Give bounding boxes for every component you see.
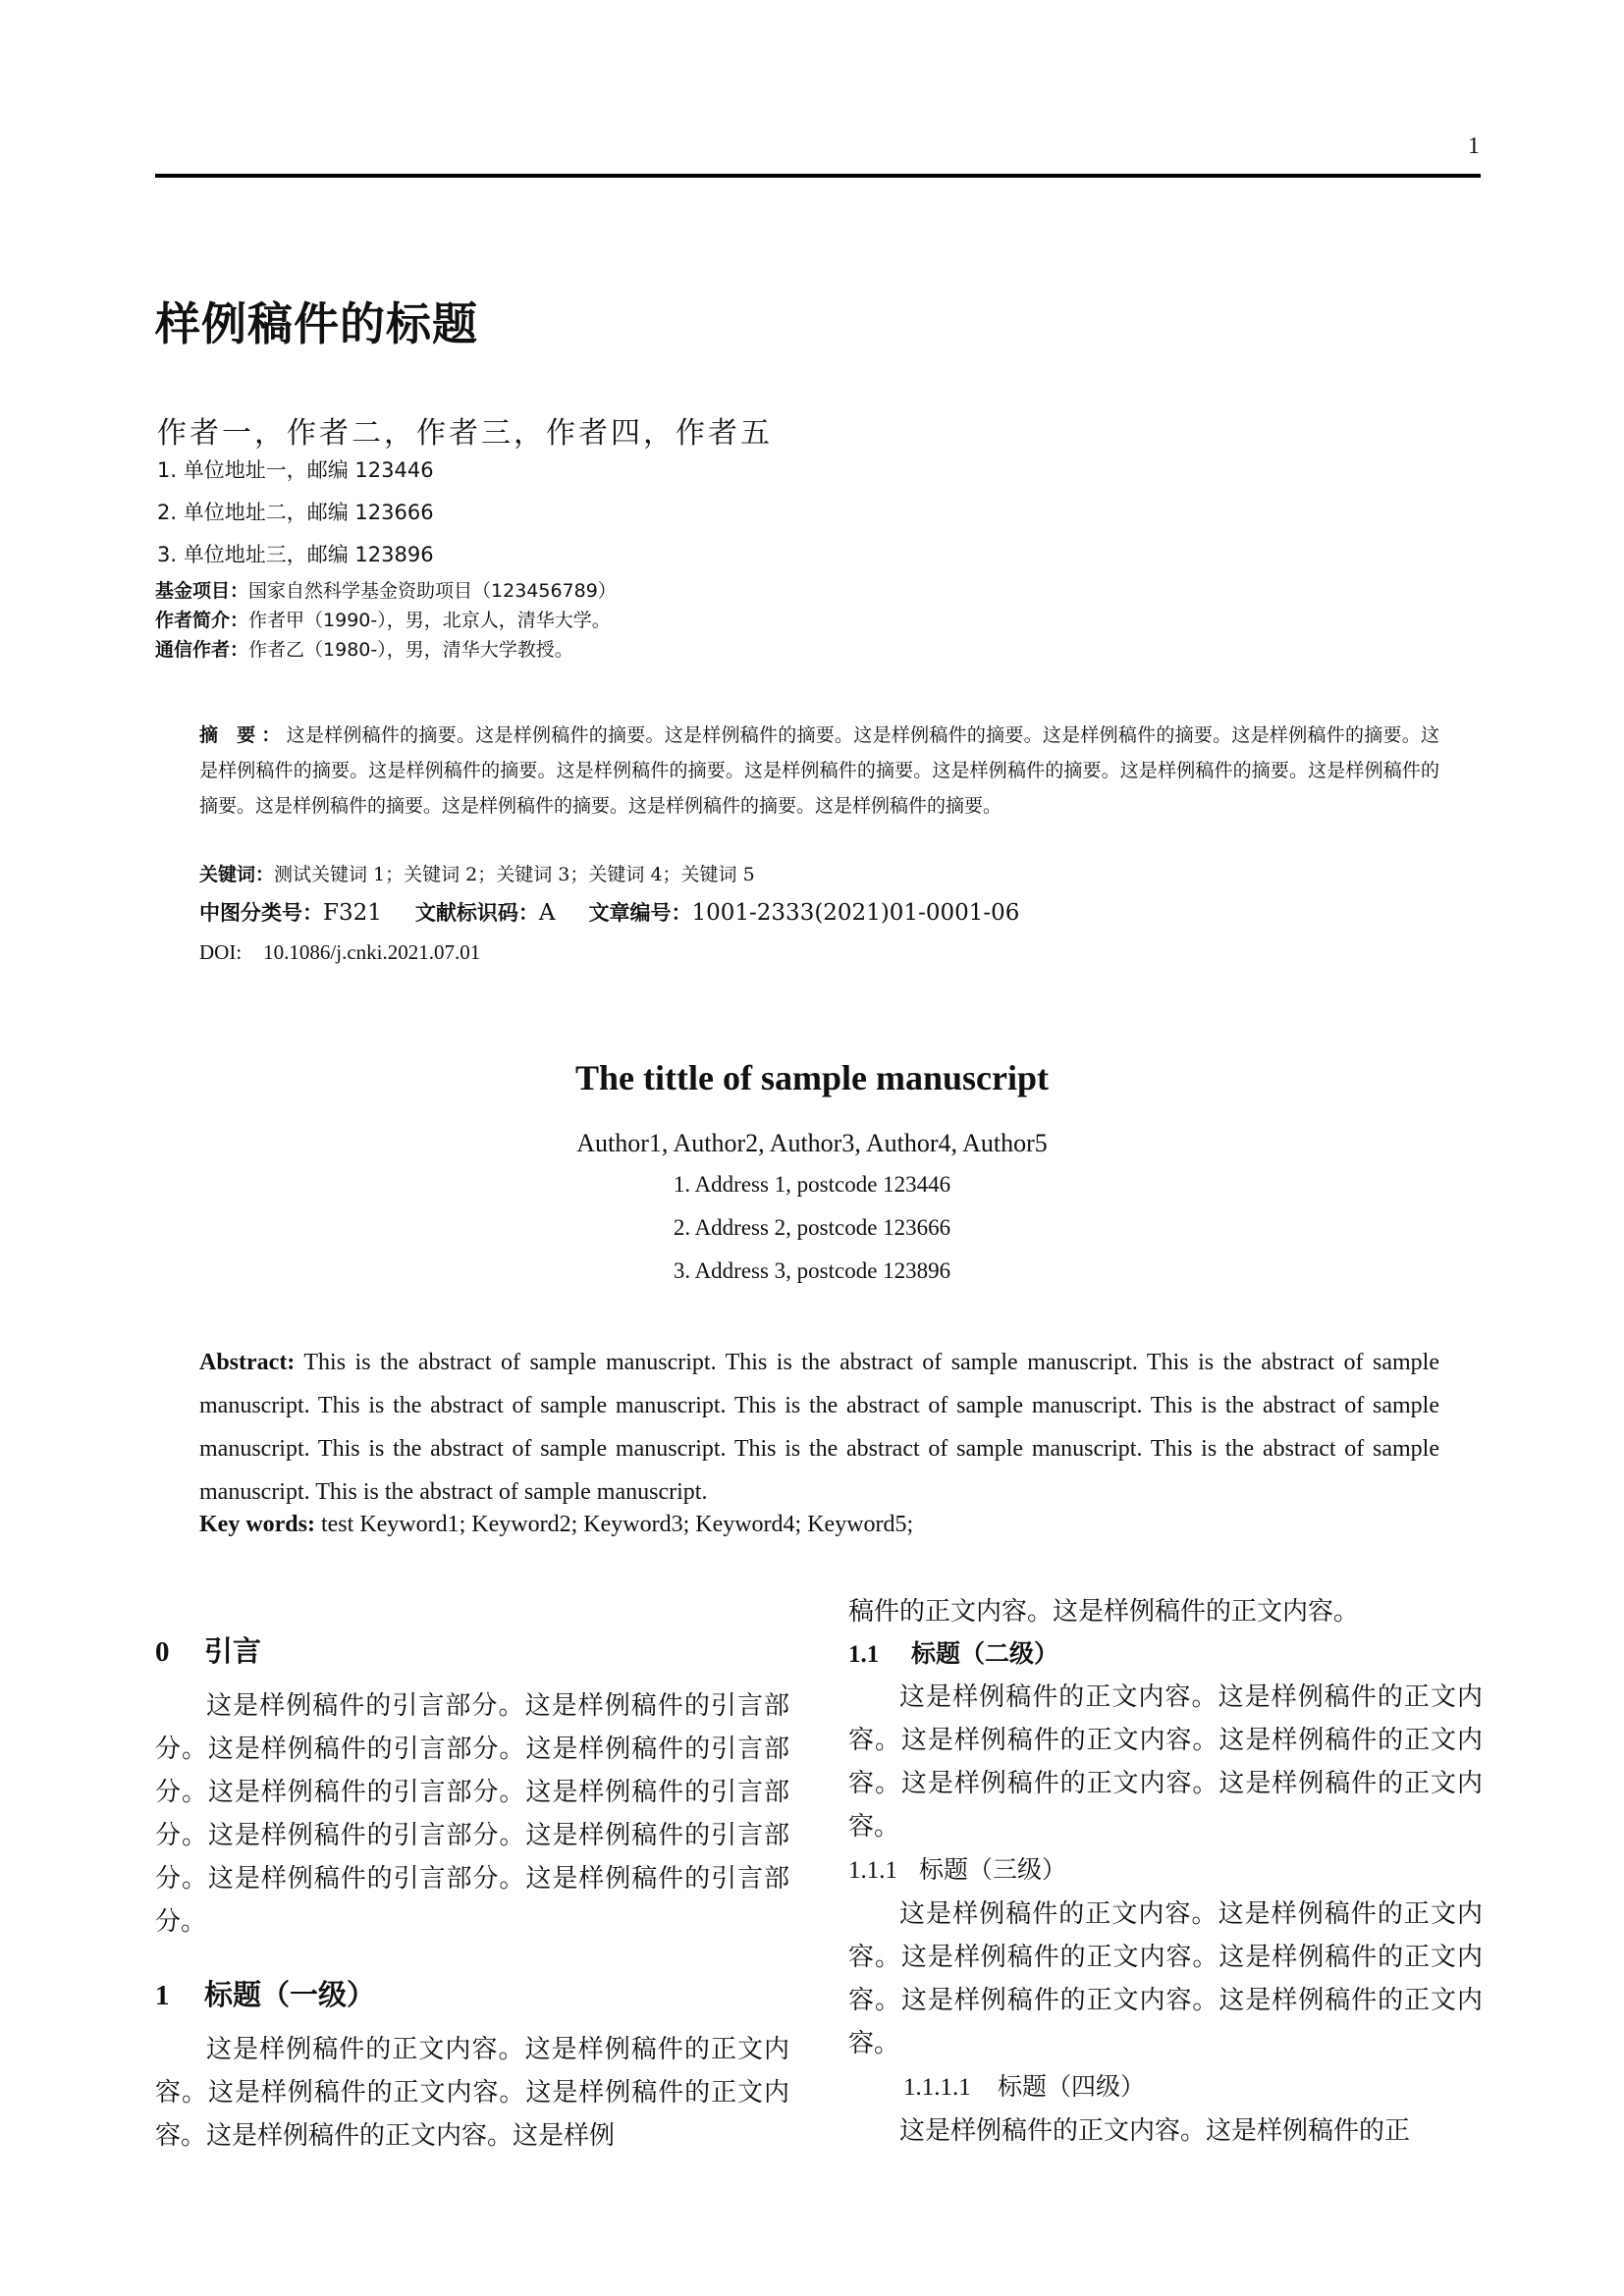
en-abstract-label: Abstract: [199, 1350, 296, 1375]
corr-line [155, 638, 617, 667]
section-1-1-1-paragraph: 这是样例稿件的正文内容。这是样例稿件的正文内容。这是样例稿件的正文内容。这是样例稿件的正文内容。这是样例稿件的正文内容。这是样例稿件的正文内容。 [848, 1899, 1483, 2058]
section-number-1-1: 1.1 [848, 1641, 880, 1668]
section-heading-0 [155, 1614, 789, 1684]
section-number-1-1-1-1: 1.1.1.1 [903, 2074, 971, 2101]
clc-label: 中图分类号： [199, 901, 323, 925]
doi-value: 10.1086/j.cnki.2021.07.01 [263, 940, 481, 964]
section-title-1-1: 标题（二级） [911, 1639, 1059, 1668]
cn-abstract-text: 这是样例稿件的摘要。这是样例稿件的摘要。这是样例稿件的摘要。这是样例稿件的摘要。这是样例稿件的摘要。这是样例稿件的摘要。这是样例稿件的摘要。这是样例稿件的摘要。这是样例稿件的摘要。这是样例稿件的摘要。这是样例稿件的摘要。这是样例稿件的摘要。这是样例稿件的摘要。这是样例稿件的摘要。这是样例稿件的摘要。这是样例稿件的摘要。这是样例稿件的摘要。 [199, 724, 1439, 817]
doi-label: DOI: [199, 940, 243, 964]
doc-code-value: A [538, 900, 556, 926]
clc-value: F321 [323, 900, 382, 926]
cn-meta [155, 579, 617, 667]
cn-affiliations [157, 457, 434, 584]
fund-label: 基金项目： [155, 580, 249, 602]
cn-keywords [199, 860, 755, 886]
section-heading-1 [155, 1957, 789, 2028]
en-keywords [199, 1512, 913, 1538]
intro-paragraph: 这是样例稿件的引言部分。这是样例稿件的引言部分。这是样例稿件的引言部分。这是样例稿件的引言部分。这是样例稿件的引言部分。这是样例稿件的引言部分。这是样例稿件的引言部分。这是样例稿件的引言部分。这是样例稿件的引言部分。这是样例稿件的引言部分。 [155, 1691, 789, 1937]
bio-text: 作者甲（1990-），男，北京人，清华大学。 [248, 610, 611, 631]
article-no-label: 文章编号： [588, 901, 692, 925]
en-title: The tittle of sample manuscript [575, 1058, 1049, 1097]
en-keywords-label: Key words: [199, 1512, 315, 1537]
section-title-1-1-1-1: 标题（四级） [998, 2072, 1146, 2101]
section-1-1-paragraph: 这是样例稿件的正文内容。这是样例稿件的正文内容。这是样例稿件的正文内容。这是样例稿件的正文内容。这是样例稿件的正文内容。这是样例稿件的正文内容。 [848, 1682, 1483, 1842]
cn-abstract-label: 摘 要： [199, 724, 287, 746]
cn-title: 样例稿件的标题 [155, 297, 478, 350]
cn-authors: 作者一，作者二，作者三，作者四，作者五 [157, 416, 773, 451]
en-abstract [199, 1341, 1439, 1514]
section-title-0: 引言 [204, 1634, 262, 1668]
section-heading-1-1-1 [848, 1848, 1483, 1893]
en-authors: Author1, Author2, Author3, Author4, Author5 [576, 1129, 1048, 1157]
section-heading-1-1-1-1 [848, 2065, 1483, 2109]
header-rule [155, 174, 1481, 178]
en-abstract-text: This is the abstract of sample manuscript. This is the abstract of sample manuscript. This is the abstract of sample manuscript. This is the abstract of sample manuscript. This is the abstract of sample manuscript. This is the abstract of sample manuscript. This is the abstract of sample manuscript. This is the abstract of sample manuscript. This is the abstract of sample manuscript. This is the abstract of sample manuscript. [199, 1350, 1439, 1505]
en-affiliations [0, 1171, 1624, 1301]
en-affiliation-3: 3. Address 3, postcode 123896 [673, 1258, 951, 1283]
cn-affiliation-3: 3. 单位地址三，邮编 123896 [157, 543, 434, 566]
cn-affiliation-2: 2. 单位地址二，邮编 123666 [157, 501, 434, 524]
section-1-paragraph-cont: 稿件的正文内容。这是样例稿件的正文内容。 [848, 1597, 1360, 1627]
cn-abstract [199, 718, 1439, 824]
en-keywords-text: test Keyword1; Keyword2; Keyword3; Keyword4; Keyword5; [320, 1512, 914, 1537]
doi [199, 940, 480, 965]
section-heading-1-1 [848, 1633, 1483, 1676]
corr-text: 作者乙（1980-），男，清华大学教授。 [248, 639, 573, 661]
en-affiliation-1: 1. Address 1, postcode 123446 [673, 1172, 951, 1197]
doc-code-label: 文献标识码： [414, 901, 539, 925]
fund-text: 国家自然科学基金资助项目（123456789） [248, 580, 617, 602]
bio-label: 作者简介： [155, 610, 249, 631]
section-title-1: 标题（一级） [204, 1978, 376, 2011]
section-title-1-1-1: 标题（三级） [919, 1855, 1067, 1884]
page-number: 1 [1468, 133, 1480, 159]
section-1-1-1-1-paragraph: 这是样例稿件的正文内容。这是样例稿件的正 [899, 2116, 1411, 2146]
section-number-1-1-1: 1.1.1 [848, 1857, 897, 1884]
body-column-right [848, 1590, 1483, 2153]
cn-classification [199, 897, 1019, 927]
cn-keywords-label: 关键词： [199, 864, 275, 885]
body-column-left [155, 1614, 789, 2158]
section-number-1: 1 [155, 1980, 170, 2011]
fund-line [155, 579, 617, 609]
section-number-0: 0 [155, 1636, 170, 1668]
en-affiliation-2: 2. Address 2, postcode 123666 [673, 1215, 951, 1240]
bio-line [155, 609, 617, 638]
article-no-value: 1001-2333(2021)01-0001-06 [691, 900, 1020, 926]
section-1-paragraph: 这是样例稿件的正文内容。这是样例稿件的正文内容。这是样例稿件的正文内容。这是样例稿件的正文内容。这是样例稿件的正文内容。这是样例 [155, 2035, 789, 2151]
cn-keywords-text: 测试关键词 1；关键词 2；关键词 3；关键词 4；关键词 5 [274, 864, 755, 885]
corr-label: 通信作者： [155, 639, 249, 661]
cn-affiliation-1: 1. 单位地址一，邮编 123446 [157, 458, 434, 482]
